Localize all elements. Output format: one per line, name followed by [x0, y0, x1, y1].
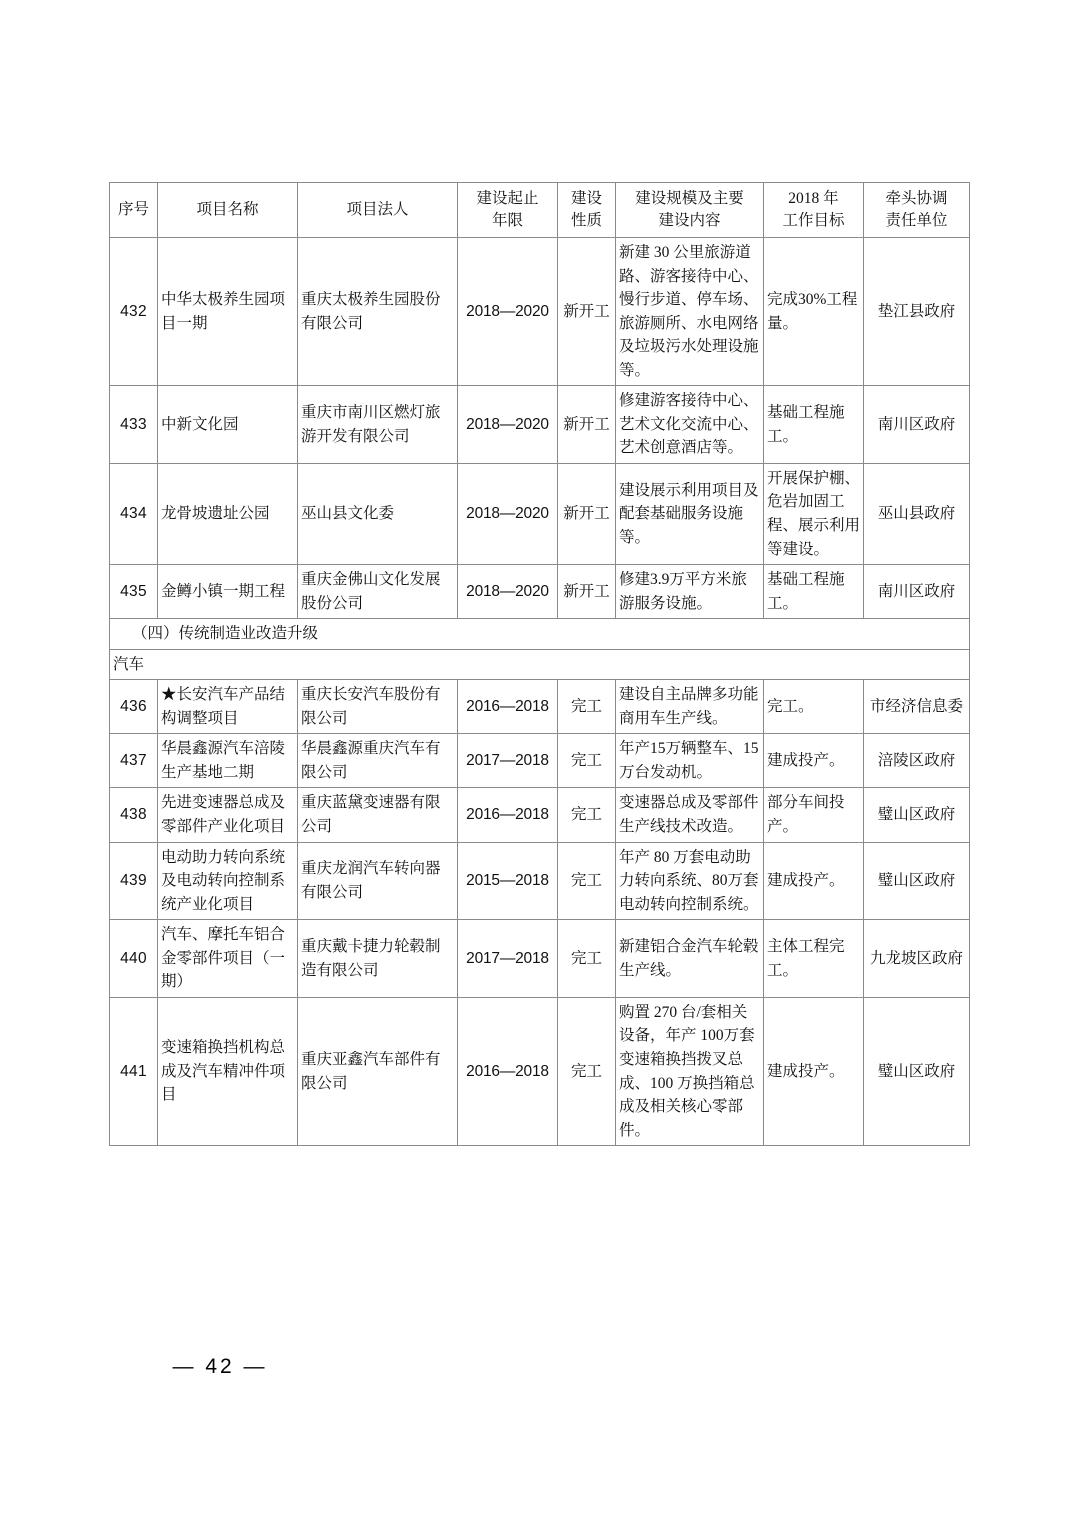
cell-legal-entity: 重庆蓝黛变速器有限公司	[298, 788, 458, 842]
column-header-line: 性质	[570, 212, 602, 229]
table-row	[110, 238, 970, 386]
cell-2018-goal: 基础工程施工。	[764, 386, 864, 464]
table-row	[110, 997, 970, 1145]
cell-scale-and-content: 年产15万辆整车、15万台发动机。	[616, 734, 764, 788]
table-row	[110, 788, 970, 842]
cell-project-name: 先进变速器总成及零部件产业化项目	[158, 788, 298, 842]
column-header-line: 建设规模及主要	[635, 190, 744, 207]
cell-sequence: 434	[110, 463, 158, 564]
cell-legal-entity: 重庆亚鑫汽车部件有限公司	[298, 997, 458, 1145]
column-header-line: 建设	[570, 190, 602, 207]
cell-scale-and-content: 新建铝合金汽车轮毂生产线。	[616, 920, 764, 998]
table-row	[110, 680, 970, 734]
cell-construction-nature: 完工	[558, 997, 616, 1145]
cell-2018-goal: 基础工程施工。	[764, 565, 864, 619]
cell-responsible-unit: 璧山区政府	[864, 997, 970, 1145]
cell-legal-entity: 重庆长安汽车股份有限公司	[298, 680, 458, 734]
cell-project-name: 中新文化园	[158, 386, 298, 464]
cell-scale-and-content: 修建游客接待中心、艺术文化交流中心、艺术创意酒店等。	[616, 386, 764, 464]
cell-construction-period: 2018—2020	[458, 565, 558, 619]
cell-sequence: 437	[110, 734, 158, 788]
cell-construction-nature: 新开工	[558, 238, 616, 386]
column-header-line: 工作目标	[782, 212, 845, 229]
table-row	[110, 463, 970, 564]
cell-construction-period: 2018—2020	[458, 463, 558, 564]
cell-scale-and-content: 年产 80 万套电动助力转向系统、80万套电动转向控制系统。	[616, 842, 764, 920]
cell-2018-goal: 建成投产。	[764, 734, 864, 788]
project-table-container	[109, 182, 969, 1146]
cell-sequence: 436	[110, 680, 158, 734]
cell-scale-and-content: 建设自主品牌多功能商用车生产线。	[616, 680, 764, 734]
cell-responsible-unit: 九龙坡区政府	[864, 920, 970, 998]
cell-sequence: 435	[110, 565, 158, 619]
section-header-row	[110, 619, 970, 650]
column-header-line: 年限	[491, 212, 523, 229]
cell-project-name: 华晨鑫源汽车涪陵生产基地二期	[158, 734, 298, 788]
cell-legal-entity: 重庆太极养生园股份有限公司	[298, 238, 458, 386]
cell-sequence: 433	[110, 386, 158, 464]
cell-construction-nature: 新开工	[558, 565, 616, 619]
cell-project-name: 电动助力转向系统及电动转向控制系统产业化项目	[158, 842, 298, 920]
section-title: 汽车	[110, 649, 970, 680]
column-header-goal	[764, 183, 864, 238]
column-header-line: 项目名称	[196, 201, 259, 218]
cell-construction-nature: 新开工	[558, 463, 616, 564]
cell-sequence: 440	[110, 920, 158, 998]
column-header-name	[158, 183, 298, 238]
column-header-nature	[558, 183, 616, 238]
cell-sequence: 439	[110, 842, 158, 920]
cell-2018-goal: 建成投产。	[764, 997, 864, 1145]
cell-responsible-unit: 南川区政府	[864, 386, 970, 464]
table-header	[110, 183, 970, 238]
column-header-scale	[616, 183, 764, 238]
cell-construction-period: 2017—2018	[458, 734, 558, 788]
cell-construction-nature: 新开工	[558, 386, 616, 464]
cell-scale-and-content: 新建 30 公里旅游道路、游客接待中心、慢行步道、停车场、旅游厕所、水电网络及垃圾污水处理设施等。	[616, 238, 764, 386]
cell-responsible-unit: 璧山区政府	[864, 842, 970, 920]
cell-construction-nature: 完工	[558, 788, 616, 842]
cell-scale-and-content: 建设展示利用项目及配套基础服务设施等。	[616, 463, 764, 564]
cell-construction-period: 2016—2018	[458, 997, 558, 1145]
cell-legal-entity: 重庆市南川区燃灯旅游开发有限公司	[298, 386, 458, 464]
cell-scale-and-content: 修建3.9万平方米旅游服务设施。	[616, 565, 764, 619]
cell-construction-nature: 完工	[558, 920, 616, 998]
column-header-period	[458, 183, 558, 238]
cell-sequence: 441	[110, 997, 158, 1145]
cell-sequence: 432	[110, 238, 158, 386]
column-header-line: 责任单位	[885, 212, 948, 229]
cell-construction-period: 2016—2018	[458, 788, 558, 842]
cell-construction-nature: 完工	[558, 680, 616, 734]
table-row	[110, 386, 970, 464]
table-body	[110, 238, 970, 1146]
cell-2018-goal: 建成投产。	[764, 842, 864, 920]
cell-legal-entity: 华晨鑫源重庆汽车有限公司	[298, 734, 458, 788]
column-header-line: 建设内容	[658, 212, 721, 229]
cell-construction-period: 2015—2018	[458, 842, 558, 920]
cell-legal-entity: 巫山县文化委	[298, 463, 458, 564]
cell-responsible-unit: 市经济信息委	[864, 680, 970, 734]
cell-responsible-unit: 涪陵区政府	[864, 734, 970, 788]
cell-responsible-unit: 巫山县政府	[864, 463, 970, 564]
cell-construction-nature: 完工	[558, 842, 616, 920]
column-header-seq	[110, 183, 158, 238]
cell-responsible-unit: 垫江县政府	[864, 238, 970, 386]
column-header-resp	[864, 183, 970, 238]
cell-legal-entity: 重庆金佛山文化发展股份公司	[298, 565, 458, 619]
table-row	[110, 842, 970, 920]
cell-construction-period: 2018—2020	[458, 238, 558, 386]
column-header-line: 2018 年	[788, 190, 839, 207]
cell-project-name: 汽车、摩托车铝合金零部件项目（一期）	[158, 920, 298, 998]
column-header-line: 序号	[117, 201, 149, 218]
cell-project-name: ★长安汽车产品结构调整项目	[158, 680, 298, 734]
cell-construction-period: 2016—2018	[458, 680, 558, 734]
cell-sequence: 438	[110, 788, 158, 842]
column-header-line: 项目法人	[346, 201, 409, 218]
cell-project-name: 龙骨坡遗址公园	[158, 463, 298, 564]
section-header-row	[110, 649, 970, 680]
column-header-legal	[298, 183, 458, 238]
cell-construction-period: 2017—2018	[458, 920, 558, 998]
cell-2018-goal: 完成30%工程量。	[764, 238, 864, 386]
table-header-row	[110, 183, 970, 238]
cell-2018-goal: 完工。	[764, 680, 864, 734]
cell-construction-nature: 完工	[558, 734, 616, 788]
section-title: （四）传统制造业改造升级	[110, 619, 970, 650]
cell-legal-entity: 重庆龙润汽车转向器有限公司	[298, 842, 458, 920]
cell-2018-goal: 部分车间投产。	[764, 788, 864, 842]
cell-2018-goal: 主体工程完工。	[764, 920, 864, 998]
cell-responsible-unit: 南川区政府	[864, 565, 970, 619]
column-header-line: 牵头协调	[885, 190, 948, 207]
page-number: — 42 —	[172, 1355, 268, 1378]
table-row	[110, 920, 970, 998]
cell-project-name: 中华太极养生园项目一期	[158, 238, 298, 386]
cell-responsible-unit: 璧山区政府	[864, 788, 970, 842]
table-row	[110, 565, 970, 619]
cell-scale-and-content: 变速器总成及零部件生产线技术改造。	[616, 788, 764, 842]
cell-construction-period: 2018—2020	[458, 386, 558, 464]
table-row	[110, 734, 970, 788]
cell-project-name: 变速箱换挡机构总成及汽车精冲件项目	[158, 997, 298, 1145]
project-table	[109, 182, 970, 1146]
cell-project-name: 金鳟小镇一期工程	[158, 565, 298, 619]
cell-2018-goal: 开展保护棚、危岩加固工程、展示利用等建设。	[764, 463, 864, 564]
column-header-line: 建设起止	[476, 190, 539, 207]
cell-scale-and-content: 购置 270 台/套相关设备，年产 100万套变速箱换挡拨叉总成、100 万换挡箱总成及相关核心零部件。	[616, 997, 764, 1145]
cell-legal-entity: 重庆戴卡捷力轮毂制造有限公司	[298, 920, 458, 998]
